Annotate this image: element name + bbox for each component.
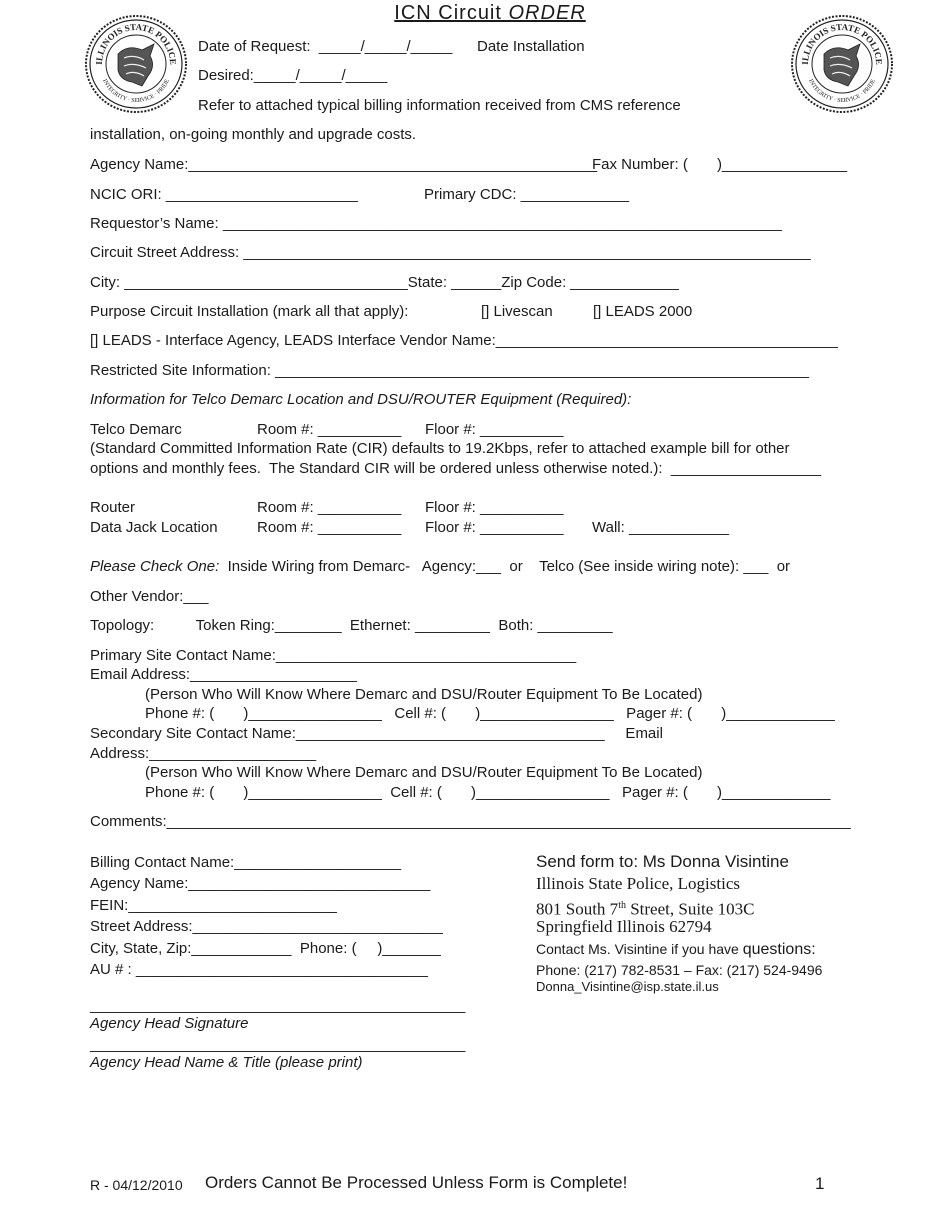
secondary-phone-row: Phone #: ( )________________ Cell #: ( )________________ Pager #: ( )_____________ xyxy=(145,784,831,801)
name-title-label: Agency Head Name & Title (please print) xyxy=(90,1054,363,1071)
data-jack-wall-field: Wall: ____________ xyxy=(592,519,730,536)
contact-phone-fax: Phone: (217) 782-8531 – Fax: (217) 524-9496 xyxy=(536,962,823,978)
seal-bottom-text: INTEGRITY · SERVICE · PRIDE xyxy=(807,78,877,105)
name-title-line: _____________________________________________ xyxy=(90,1036,466,1053)
primary-email-field: Email Address:____________________ xyxy=(90,666,357,683)
footer-notice: Orders Cannot Be Processed Unless Form is Complete! xyxy=(205,1173,628,1192)
send-to-street xyxy=(536,897,754,919)
seal-top-text: ILLINOIS STATE POLICE xyxy=(799,21,885,66)
page-number: 1 xyxy=(815,1174,825,1193)
secondary-person-note: (Person Who Will Know Where Demarc and DSU/Router Equipment To Be Located) xyxy=(145,764,703,781)
send-to-city: Springfield Illinois 62794 xyxy=(536,917,712,936)
ncic-ori-field: NCIC ORI: _______________________ xyxy=(90,186,358,203)
requestor-name-field: Requestor’s Name: ___________________________________________________________________ xyxy=(90,215,782,232)
data-jack-label: Data Jack Location xyxy=(90,519,218,536)
router-floor-field: Floor #: __________ xyxy=(425,499,564,516)
billing-au-field: AU # : ___________________________________ xyxy=(90,961,428,978)
router-label: Router xyxy=(90,499,136,516)
secondary-contact-field: Secondary Site Contact Name:_____________________________________ Email xyxy=(90,725,663,742)
signature-label: Agency Head Signature xyxy=(90,1015,249,1032)
contact-questions: questions: xyxy=(742,941,816,958)
check-one-row xyxy=(90,558,790,576)
topology-field: Topology: Token Ring:________ Ethernet: _________ Both: _________ xyxy=(90,617,613,634)
refer-note-line1: Refer to attached typical billing information received from CMS reference xyxy=(198,97,681,114)
circuit-street-address-field: Circuit Street Address: ____________________________________________________________________ xyxy=(90,244,811,261)
seal-bottom-text: INTEGRITY · SERVICE · PRIDE xyxy=(101,78,171,105)
primary-person-note: (Person Who Will Know Where Demarc and DSU/Router Equipment To Be Located) xyxy=(145,686,703,703)
primary-contact-field: Primary Site Contact Name:____________________________________ xyxy=(90,647,577,664)
send-to-org: Illinois State Police, Logistics xyxy=(536,874,740,893)
data-jack-room-field: Room #: __________ xyxy=(257,519,402,536)
date-of-request: Date of Request: _____/_____/_____ xyxy=(198,38,453,55)
data-jack-floor-field: Floor #: __________ xyxy=(425,519,564,536)
leads2000-checkbox: [] LEADS 2000 xyxy=(593,303,693,320)
telco-heading: Information for Telco Demarc Location and DSU/ROUTER Equipment (Required): xyxy=(90,391,632,408)
contact-email: Donna_Visintine@isp.state.il.us xyxy=(536,979,719,994)
refer-note-line2: installation, on-going monthly and upgrade costs. xyxy=(90,126,417,143)
revision-date: R - 04/12/2010 xyxy=(90,1177,183,1193)
comments-field: Comments:__________________________________________________________________________________ xyxy=(90,813,851,830)
street-rest: Street, Suite 103C xyxy=(625,899,755,919)
title-italic: ORDER xyxy=(508,2,586,24)
date-installation-desired: Desired:_____/_____/_____ xyxy=(198,67,388,84)
billing-fein-field: FEIN:_________________________ xyxy=(90,897,337,914)
seal-top-text: ILLINOIS STATE POLICE xyxy=(93,21,179,66)
check-one-options: Inside Wiring from Demarc- Agency:___ or Telco (See inside wiring note): ___ or xyxy=(219,558,791,575)
telco-demarc-label: Telco Demarc xyxy=(90,421,182,438)
city-state-zip-field: City: __________________________________State: ______Zip Code: _____________ xyxy=(90,274,679,291)
cir-note-line1: (Standard Committed Information Rate (CIR) defaults to 19.2Kbps, refer to attached example bill for other xyxy=(90,440,790,457)
date-installation-label: Date Installation xyxy=(477,38,585,55)
agency-name-field: Agency Name:_________________________________________________ xyxy=(90,156,598,173)
other-vendor-field: Other Vendor:___ xyxy=(90,588,209,605)
billing-street-field: Street Address:______________________________ xyxy=(90,918,443,935)
secondary-email-address-field: Address:____________________ xyxy=(90,745,317,762)
fax-number-field: Fax Number: ( )_______________ xyxy=(592,156,848,173)
billing-city-phone-field: City, State, Zip:____________ Phone: ( )_______ xyxy=(90,940,441,957)
contact-line xyxy=(536,940,816,959)
billing-agency-field: Agency Name:_____________________________ xyxy=(90,875,431,892)
illinois-state-police-seal-icon xyxy=(790,14,894,114)
cir-note-line2: options and monthly fees. The Standard CIR will be ordered unless otherwise noted.): __________________ xyxy=(90,460,822,477)
restricted-site-field: Restricted Site Information: ________________________________________________________________ xyxy=(90,362,809,379)
router-room-field: Room #: __________ xyxy=(257,499,402,516)
leads-interface-field: [] LEADS - Interface Agency, LEADS Interface Vendor Name:_________________________________________ xyxy=(90,332,838,349)
primary-phone-row: Phone #: ( )________________ Cell #: ( )________________ Pager #: ( )_____________ xyxy=(145,705,835,722)
send-to-line: Send form to: Ms Donna Visintine xyxy=(536,852,789,871)
telco-room-field: Room #: __________ xyxy=(257,421,402,438)
street-number: 801 South 7 xyxy=(536,899,619,919)
title-main: ICN Circuit xyxy=(394,2,509,24)
illinois-state-police-seal-icon xyxy=(84,14,188,114)
telco-floor-field: Floor #: __________ xyxy=(425,421,564,438)
check-one-label: Please Check One: xyxy=(90,558,220,575)
billing-contact-field: Billing Contact Name:____________________ xyxy=(90,854,402,871)
livescan-checkbox: [] Livescan xyxy=(481,303,553,320)
street-sup: th xyxy=(618,900,626,911)
signature-line: _____________________________________________ xyxy=(90,997,466,1014)
purpose-label: Purpose Circuit Installation (mark all that apply): xyxy=(90,303,409,320)
contact-text: Contact Ms. Visintine if you have xyxy=(536,941,743,957)
primary-cdc-field: Primary CDC: _____________ xyxy=(424,186,630,203)
